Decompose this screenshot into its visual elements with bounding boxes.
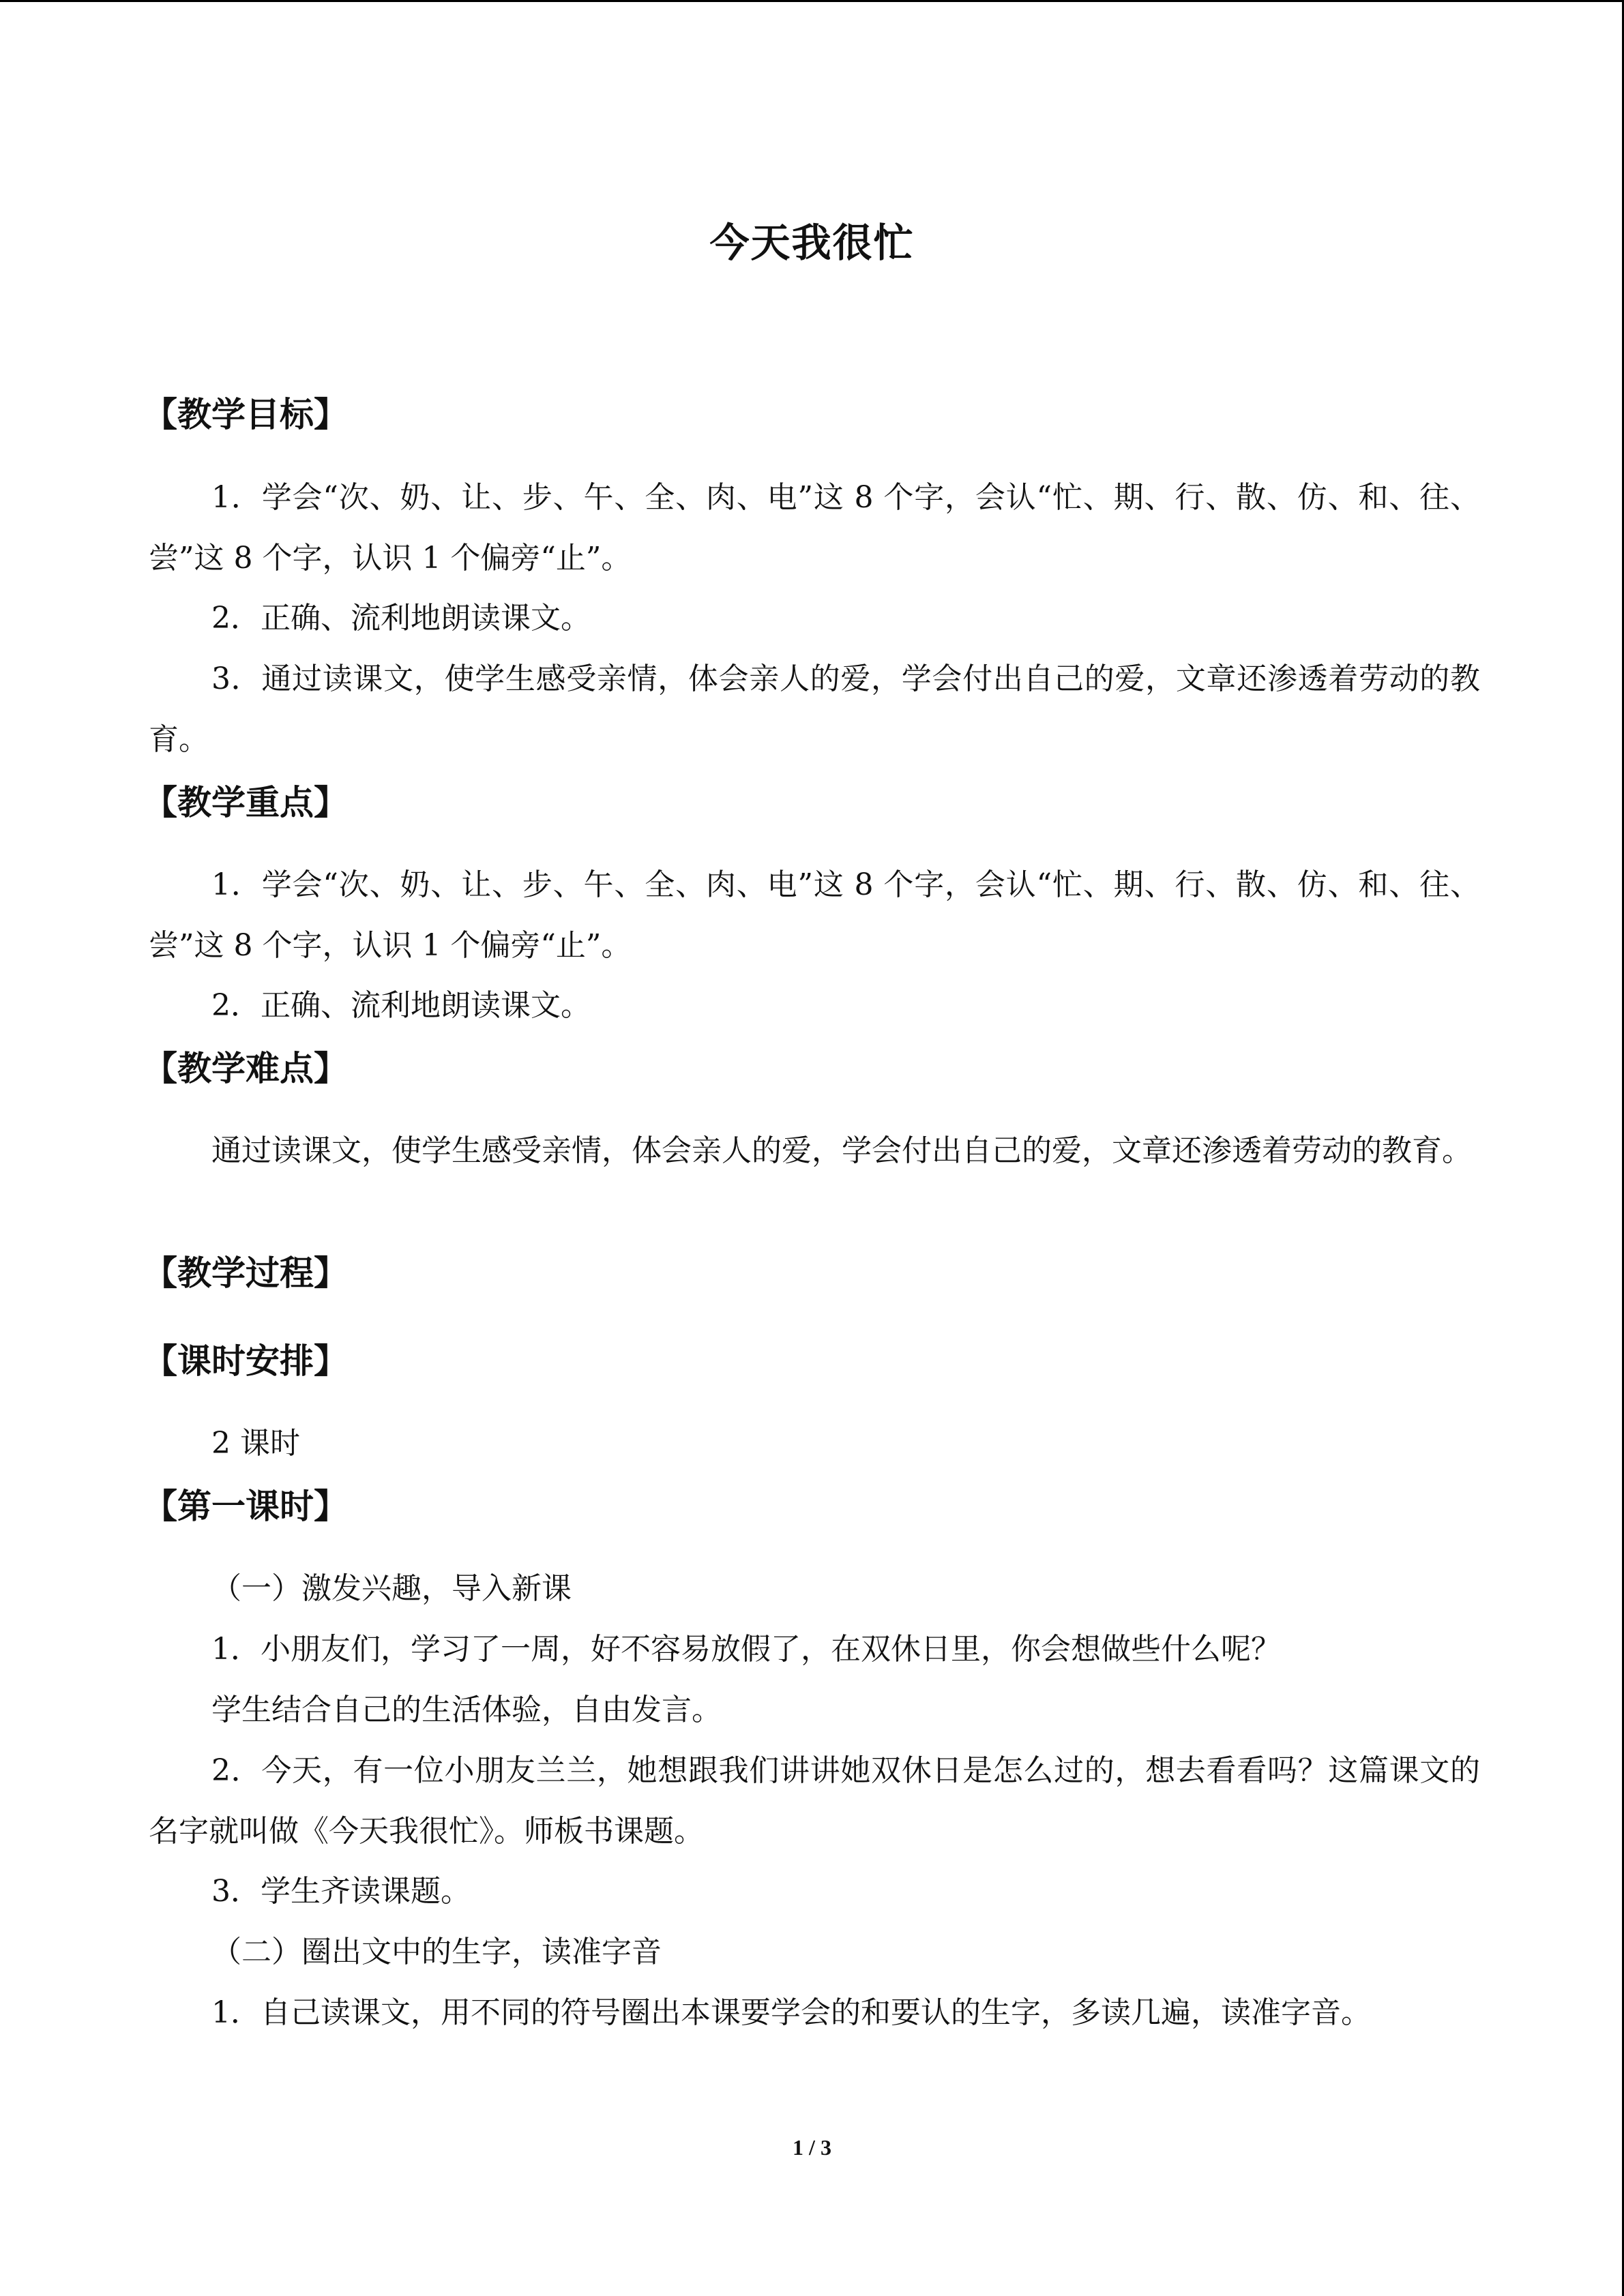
goal-item-3: 3．通过读课文，使学生感受亲情，体会亲人的爱，学会付出自己的爱，文章还渗透着劳动的教育。 <box>149 661 1480 757</box>
heading-teaching-goals: 【教学目标】 <box>143 395 348 434</box>
goal-item-1: 1．学会“次、奶、让、步、午、全、肉、电”这 8 个字，会认“忙、期、行、散、仿、和、往、尝”这 8 个字，认识 1 个偏旁“止”。 <box>149 480 1480 576</box>
lesson1-item-1: 1．小朋友们，学习了一周，好不容易放假了，在双休日里，你会想做些什么呢？ <box>211 1632 1281 1667</box>
document-title: 今天我很忙 <box>709 220 915 266</box>
heading-teaching-process: 【教学过程】 <box>143 1253 348 1293</box>
heading-key-points: 【教学重点】 <box>143 783 348 822</box>
lesson1-item-4: 3．学生齐读课题。 <box>211 1874 471 1909</box>
goal-item-2: 2．正确、流利地朗读课文。 <box>211 601 591 636</box>
lesson1-step-2: （二）圈出文中的生字，读准字音 <box>211 1935 662 1969</box>
schedule-text: 2 课时 <box>211 1426 300 1461</box>
lesson1-item-5: 1．自己读课文，用不同的符号圈出本课要学会的和要认的生字，多读几遍，读准字音。 <box>211 1995 1371 2030</box>
key-item-2: 2．正确、流利地朗读课文。 <box>211 988 591 1023</box>
page-number: 1 / 3 <box>793 2135 831 2160</box>
heading-difficulties: 【教学难点】 <box>143 1049 348 1088</box>
lesson1-item-3: 2．今天，有一位小朋友兰兰，她想跟我们讲讲她双休日是怎么过的，想去看看吗？这篇课文的名字就叫做《今天我很忙》。师板书课题。 <box>149 1753 1480 1849</box>
difficulty-text: 通过读课文，使学生感受亲情，体会亲人的爱，学会付出自己的爱，文章还渗透着劳动的教育。 <box>211 1133 1472 1168</box>
heading-schedule: 【课时安排】 <box>143 1341 348 1381</box>
lesson1-step-1: （一）激发兴趣，导入新课 <box>211 1571 572 1606</box>
key-item-1: 1．学会“次、奶、让、步、午、全、肉、电”这 8 个字，会认“忙、期、行、散、仿、和、往、尝”这 8 个字，认识 1 个偏旁“止”。 <box>149 867 1480 963</box>
heading-lesson-1: 【第一课时】 <box>143 1487 348 1526</box>
lesson1-item-2: 学生结合自己的生活体验，自由发言。 <box>211 1693 722 1727</box>
